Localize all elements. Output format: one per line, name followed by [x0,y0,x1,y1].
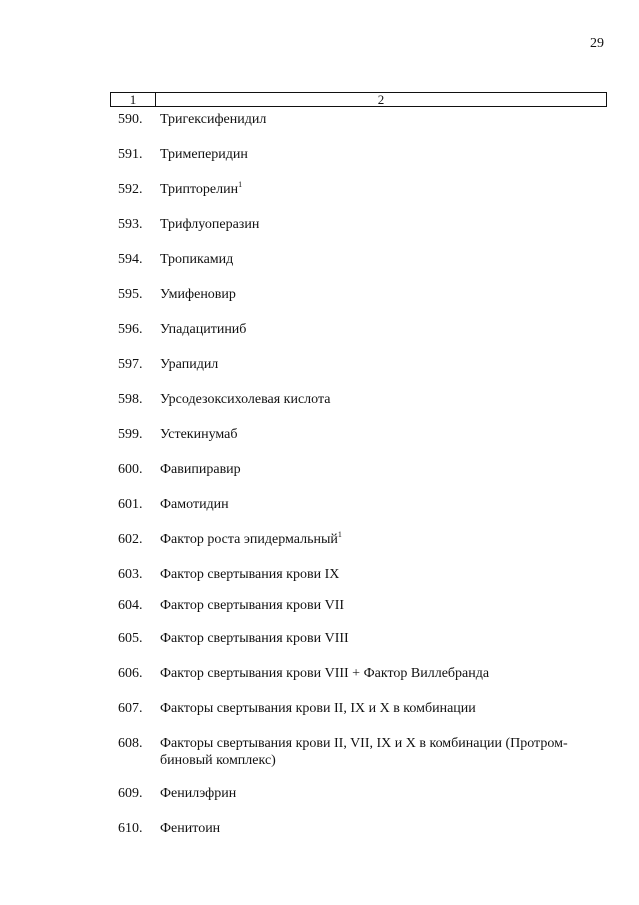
page-number: 29 [590,36,604,51]
entry-text: Трипторелин$^1$ [160,180,243,197]
entry-number: 605. [118,631,143,646]
entry-number: 595. [118,287,143,302]
footnote-marker: 1 [337,530,342,539]
entry-number: 594. [118,252,143,267]
entry-text: Урсодезоксихолевая кислота [160,392,331,407]
entry-text: Тримеперидин [160,147,248,162]
entry-number: 608. [118,736,143,751]
entry-number: 598. [118,392,143,407]
entry-number: 602. [118,532,143,547]
entry-text: Фактор свертывания крови VIII + Фактор Виллебранда [160,666,490,681]
entry-number: 599. [118,427,143,442]
entry-number: 597. [118,357,143,372]
entry-text: Фактор роста эпидермальный$^1$ [160,530,342,547]
entry-text: Устекинумаб [160,427,238,442]
entry-number: 604. [118,598,143,613]
entry-number: 592. [118,182,143,197]
entry-number: 593. [118,217,143,232]
entry-text: Умифеновир [160,287,236,302]
table-header-col-1: 1 [111,93,156,106]
entry-text: Фенилэфрин [160,786,237,801]
entry-number: 603. [118,567,143,582]
entry-text: Урапидил [160,357,219,372]
entry-number: 591. [118,147,143,162]
entry-text: Тригексифенидил [160,112,267,127]
entry-text: Фенитоин [160,821,221,836]
entry-text: Фактор свертывания крови IX [160,567,340,582]
entry-text: Фактор свертывания крови VII [160,598,345,613]
entry-number: 601. [118,497,143,512]
entry-text: Фавипиравир [160,462,241,477]
entry-number: 607. [118,701,143,716]
entry-text: Упадацитиниб [160,322,247,337]
footnote-marker: 1 [238,180,243,189]
entry-text: Фамотидин [160,497,229,512]
entry-number: 590. [118,112,143,127]
entry-text: Трифлуоперазин [160,217,260,232]
entry-text: Факторы свертывания крови II, IX и X в комбинации [160,701,476,716]
entry-text: Фактор свертывания крови VIII [160,631,349,646]
entry-text: Тропикамид [160,252,234,267]
entry-number: 609. [118,786,143,801]
entry-number: 606. [118,666,143,681]
table-header-col-2: 2 [377,92,385,107]
entry-number: 600. [118,462,143,477]
table-header [110,92,607,107]
entry-text: Факторы свертывания крови II, VII, IX и X в комбинации (Протром- биновый комплекс) [160,736,568,768]
entry-number: 610. [118,821,143,836]
entry-number: 596. [118,322,143,337]
